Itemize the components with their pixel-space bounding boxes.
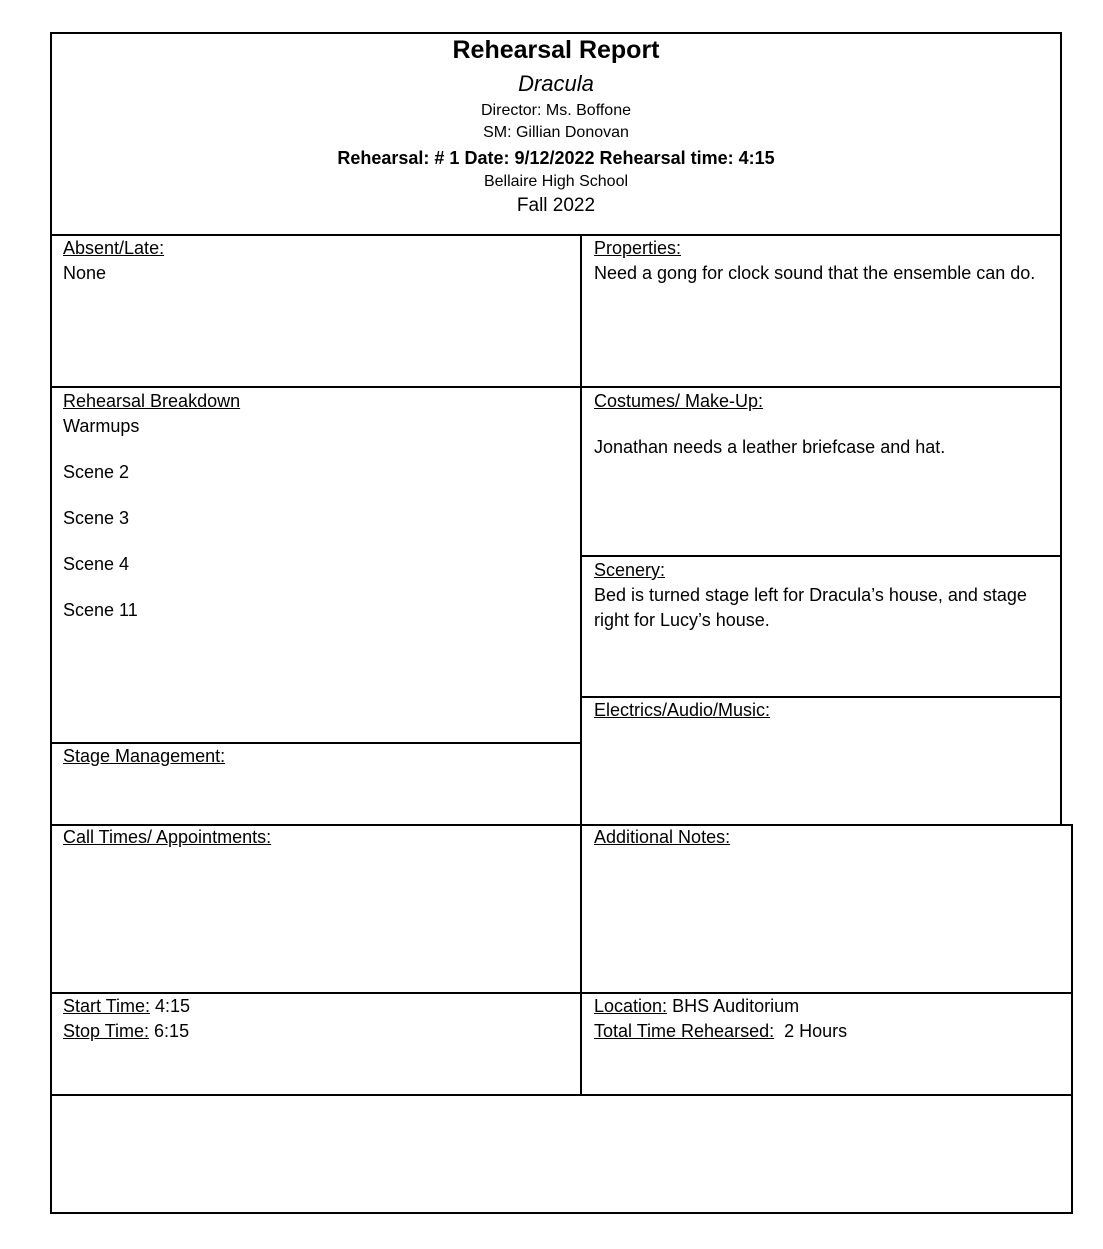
scenery-text: Bed is turned stage left for Dracula’s house, and stage right for Lucy’s house. bbox=[594, 585, 1027, 630]
breakdown-section bbox=[63, 389, 568, 623]
stop-time-label: Stop Time: bbox=[63, 1021, 150, 1041]
additional-notes-section bbox=[594, 825, 1059, 850]
breakdown-item: Scene 11 bbox=[63, 600, 138, 620]
start-time-label: Start Time: bbox=[63, 996, 151, 1016]
stage-management-section bbox=[63, 744, 568, 769]
absent-label: Absent/Late: bbox=[63, 238, 165, 258]
school-line: Bellaire High School bbox=[483, 172, 629, 190]
scenery-section bbox=[594, 558, 1054, 633]
call-times-section bbox=[63, 825, 568, 850]
electrics-section bbox=[594, 698, 1049, 723]
absent-text: None bbox=[63, 263, 107, 283]
scenery-label: Scenery: bbox=[594, 560, 666, 580]
location-value: BHS Auditorium bbox=[667, 996, 800, 1016]
breakdown-item: Scene 4 bbox=[63, 554, 130, 574]
location-section bbox=[594, 994, 1059, 1044]
sm-line: SM: Gillian Donovan bbox=[483, 124, 629, 142]
breakdown-item: Warmups bbox=[63, 416, 140, 436]
properties-label: Properties: bbox=[594, 238, 682, 258]
rule-costumes bbox=[581, 555, 1062, 557]
additional-notes-label: Additional Notes: bbox=[594, 827, 731, 847]
total-time-label: Total Time Rehearsed: bbox=[594, 1021, 775, 1041]
stage-management-label: Stage Management: bbox=[63, 746, 226, 766]
costumes-text: Jonathan needs a leather briefcase and hat. bbox=[594, 437, 946, 457]
column-divider bbox=[580, 234, 582, 1096]
start-time-row bbox=[63, 994, 568, 1019]
rule-footer bbox=[50, 1094, 1073, 1096]
term-line: Fall 2022 bbox=[516, 194, 596, 216]
director-line: Director: Ms. Boffone bbox=[481, 102, 631, 120]
breakdown-item: Scene 2 bbox=[63, 462, 130, 482]
times-section bbox=[63, 994, 568, 1044]
breakdown-label: Rehearsal Breakdown bbox=[63, 391, 241, 411]
properties-section bbox=[594, 236, 1049, 286]
total-time-value: 2 Hours bbox=[774, 1021, 848, 1041]
breakdown-item: Scene 3 bbox=[63, 508, 130, 528]
call-times-label: Call Times/ Appointments: bbox=[63, 827, 272, 847]
rehearsal-info-line: Rehearsal: # 1 Date: 9/12/2022 Rehearsal time: 4:15 bbox=[337, 147, 775, 168]
electrics-label: Electrics/Audio/Music: bbox=[594, 700, 771, 720]
stop-time-row bbox=[63, 1019, 568, 1044]
location-row bbox=[594, 994, 1059, 1019]
rule-row-1 bbox=[50, 386, 1062, 388]
absent-section bbox=[63, 236, 568, 286]
properties-text: Need a gong for clock sound that the ensemble can do. bbox=[594, 263, 1036, 283]
location-label: Location: bbox=[594, 996, 668, 1016]
costumes-label: Costumes/ Make-Up: bbox=[594, 391, 764, 411]
total-time-row bbox=[594, 1019, 1059, 1044]
stop-time-value: 6:15 bbox=[149, 1021, 190, 1041]
report-header bbox=[52, 34, 1060, 217]
start-time-value: 4:15 bbox=[150, 996, 191, 1016]
show-title: Dracula bbox=[518, 70, 594, 96]
report-title: Rehearsal Report bbox=[452, 36, 660, 64]
costumes-section bbox=[594, 389, 1049, 460]
